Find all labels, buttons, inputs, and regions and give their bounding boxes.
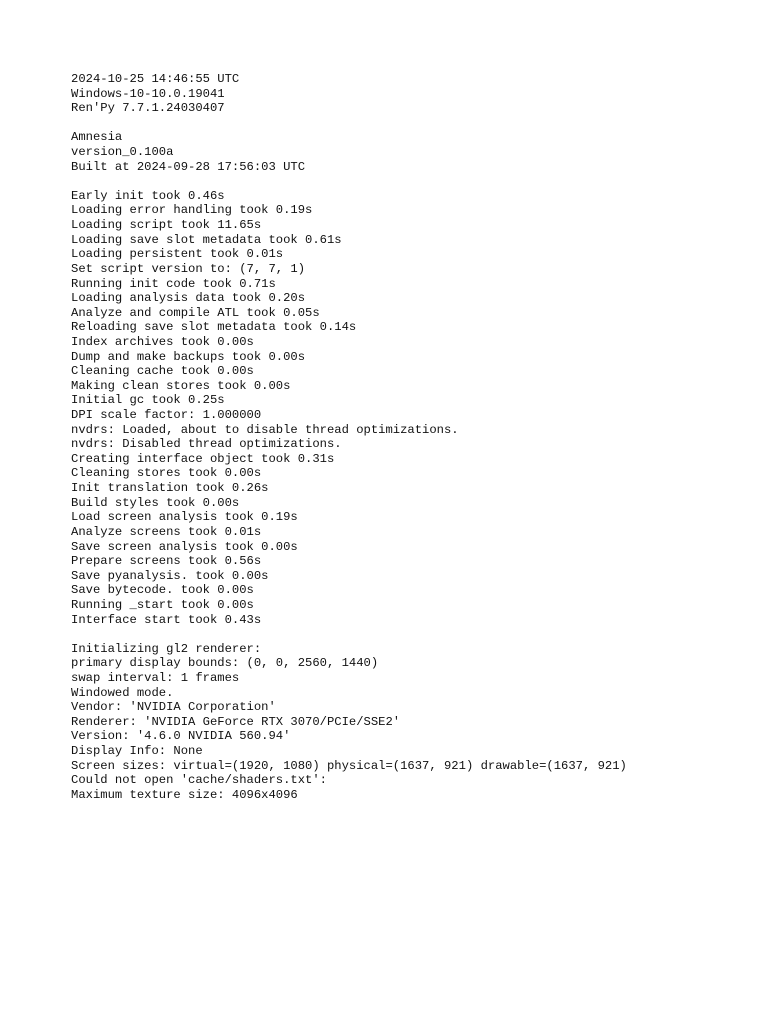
- log-line: Vendor: 'NVIDIA Corporation': [71, 700, 276, 715]
- log-line: Analyze screens took 0.01s: [71, 524, 262, 539]
- log-line: Interface start took 0.43s: [71, 612, 262, 627]
- log-line: Early init took 0.46s: [71, 188, 225, 203]
- log-line: Prepare screens took 0.56s: [71, 554, 262, 569]
- log-line: nvdrs: Loaded, about to disable thread optimizations.: [71, 422, 459, 437]
- log-line: Dump and make backups took 0.00s: [71, 349, 306, 364]
- log-line: Renderer: 'NVIDIA GeForce RTX 3070/PCIe/SSE2': [71, 714, 401, 729]
- log-line: Loading error handling took 0.19s: [71, 203, 313, 218]
- log-line: Set script version to: (7, 7, 1): [71, 261, 306, 276]
- log-text: [71, 72, 751, 817]
- log-line: primary display bounds: (0, 0, 2560, 1440): [71, 656, 379, 671]
- log-line: nvdrs: Disabled thread optimizations.: [71, 437, 342, 452]
- log-line: Screen sizes: virtual=(1920, 1080) physical=(1637, 921) drawable=(1637, 921): [71, 758, 627, 773]
- log-line: Loading analysis data took 0.20s: [71, 291, 306, 306]
- log-line: Version: '4.6.0 NVIDIA 560.94': [71, 729, 291, 744]
- log-line: swap interval: 1 frames: [71, 670, 240, 685]
- log-line: Loading save slot metadata took 0.61s: [71, 232, 342, 247]
- log-line: Display Info: None: [71, 744, 203, 759]
- log-line: Running _start took 0.00s: [71, 597, 254, 612]
- log-line: Index archives took 0.00s: [71, 334, 254, 349]
- log-line: Cleaning cache took 0.00s: [71, 364, 254, 379]
- log-line: Maximum texture size: 4096x4096: [71, 787, 298, 802]
- log-line: version_0.100a: [71, 145, 174, 160]
- log-line: Initial gc took 0.25s: [71, 393, 225, 408]
- log-line: Making clean stores took 0.00s: [71, 378, 291, 393]
- log-line: 2024-10-25 14:46:55 UTC: [71, 72, 240, 86]
- log-line: Amnesia: [71, 130, 123, 145]
- log-line: Built at 2024-09-28 17:56:03 UTC: [71, 159, 306, 174]
- log-game-block: [71, 130, 751, 174]
- log-line: Could not open 'cache/shaders.txt':: [71, 773, 327, 788]
- log-line: Loading persistent took 0.01s: [71, 247, 284, 262]
- log-line: Reloading save slot metadata took 0.14s: [71, 320, 357, 335]
- log-line: Running init code took 0.71s: [71, 276, 276, 291]
- log-line: Analyze and compile ATL took 0.05s: [71, 305, 320, 320]
- log-line: DPI scale factor: 1.000000: [71, 408, 262, 423]
- log-init-block: [71, 189, 751, 627]
- log-line: Load screen analysis took 0.19s: [71, 510, 298, 525]
- log-header-block: [71, 72, 751, 116]
- log-line: Save pyanalysis. took 0.00s: [71, 568, 269, 583]
- log-line: Ren'Py 7.7.1.24030407: [71, 101, 225, 116]
- log-line: Loading script took 11.65s: [71, 218, 262, 233]
- log-line: Init translation took 0.26s: [71, 481, 269, 496]
- log-line: Initializing gl2 renderer:: [71, 641, 262, 656]
- log-line: Save bytecode. took 0.00s: [71, 583, 254, 598]
- log-line: Windows-10-10.0.19041: [71, 86, 225, 101]
- log-line: Cleaning stores took 0.00s: [71, 466, 262, 481]
- log-line: Save screen analysis took 0.00s: [71, 539, 298, 554]
- log-line: Creating interface object took 0.31s: [71, 451, 335, 466]
- log-renderer-block: [71, 642, 751, 803]
- log-line: Windowed mode.: [71, 685, 174, 700]
- log-line: Build styles took 0.00s: [71, 495, 240, 510]
